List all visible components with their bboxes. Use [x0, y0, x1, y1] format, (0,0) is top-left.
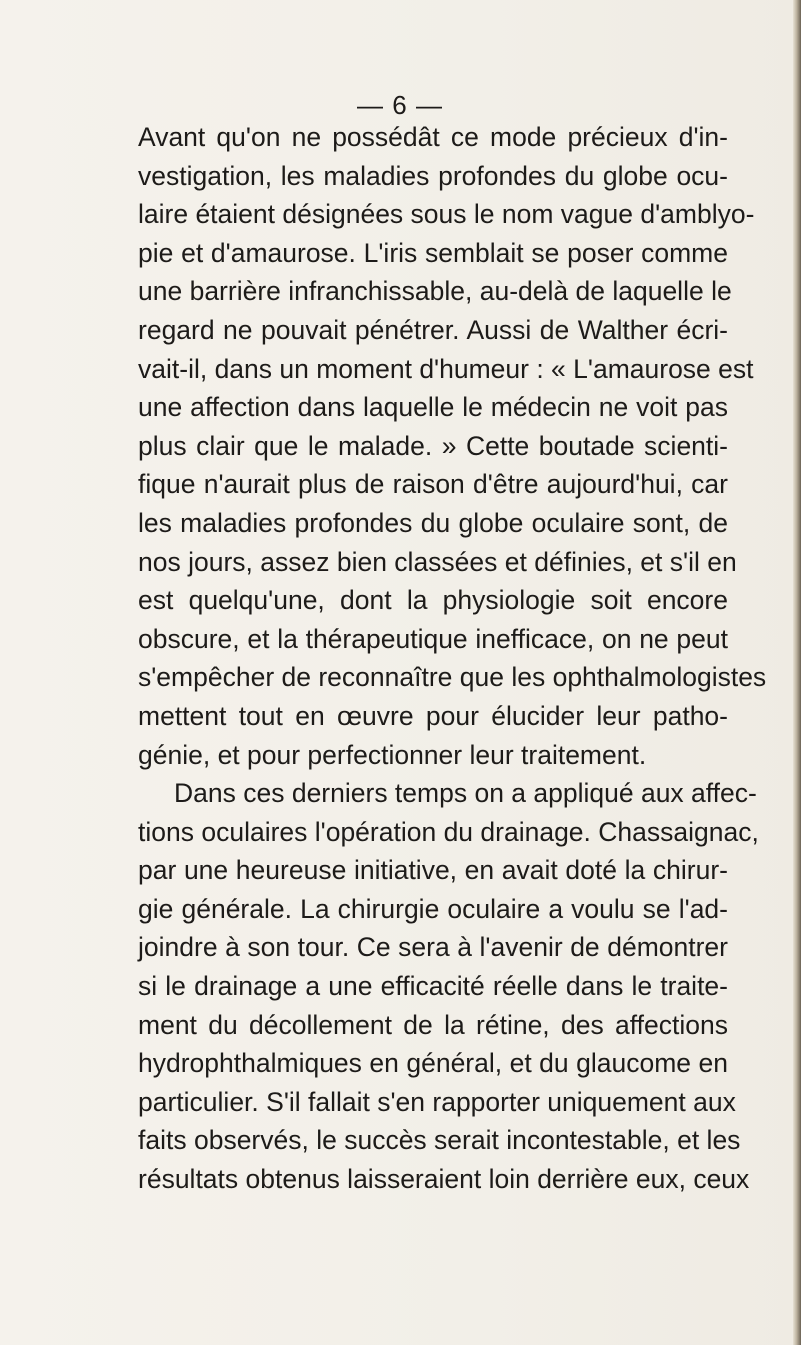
text-line: résultats obtenus laisseraient loin derrière eux, ceux [138, 1164, 750, 1195]
text-line: laire étaient désignées sous le nom vague d'amblyo- [138, 199, 755, 230]
text-line: tions oculaires l'opération du drainage. Chassaignac, [138, 816, 759, 847]
text-line: fique n'aurait plus de raison d'être aujourd'hui, car [138, 469, 728, 500]
text-line: Avant qu'on ne possédât ce mode précieux d'in- [138, 122, 728, 152]
text-line: les maladies profondes du globe oculaire sont, de [138, 507, 728, 538]
text-line: obscure, et la thérapeutique inefficace, on ne peut [138, 623, 728, 654]
text-line: si le drainage a une efficacité réelle dans le traite- [138, 971, 728, 1002]
text-line: une barrière infranchissable, au-delà de laquelle le [138, 276, 732, 307]
text-line: génie, et pour perfectionner leur traitement. [138, 739, 647, 770]
text-line: faits observés, le succès serait incontestable, et les [138, 1125, 741, 1156]
paragraph-2 [138, 774, 759, 1199]
page-number: — 6 — [357, 90, 443, 120]
text-line: Dans ces derniers temps on a appliqué aux affec- [174, 778, 757, 809]
text-line: regard ne pouvait pénétrer. Aussi de Walther écri- [138, 314, 728, 345]
text-line: par une heureuse initiative, en avait doté la chirur- [138, 855, 728, 886]
body-text [138, 118, 767, 1199]
paragraph-1 [138, 118, 767, 774]
text-line: pie et d'amaurose. L'iris semblait se poser comme [138, 237, 728, 268]
page-edge-shadow [793, 0, 801, 1345]
text-line: vestigation, les maladies profondes du globe ocu- [138, 160, 728, 191]
text-line: mettent tout en œuvre pour élucider leur patho- [138, 700, 728, 731]
text-line: gie générale. La chirurgie oculaire a voulu se l'ad- [138, 893, 728, 924]
text-line: hydrophthalmiques en général, et du glaucome en [138, 1048, 728, 1079]
text-line: ment du décollement de la rétine, des affections [138, 1009, 728, 1040]
text-line: plus clair que le malade. » Cette boutade scienti- [138, 430, 728, 461]
text-line: vait-il, dans un moment d'humeur : « L'amaurose est [138, 353, 754, 384]
text-line: est quelqu'une, dont la physiologie soit encore [138, 585, 728, 616]
text-line: particulier. S'il fallait s'en rapporter uniquement aux [138, 1086, 736, 1117]
text-line: nos jours, assez bien classées et définies, et s'il en [138, 546, 737, 577]
text-line: s'empêcher de reconnaître que les ophthalmologistes [138, 662, 767, 693]
text-line: joindre à son tour. Ce sera à l'avenir de démontrer [138, 932, 728, 963]
text-line: une affection dans laquelle le médecin ne voit pas [138, 392, 728, 423]
